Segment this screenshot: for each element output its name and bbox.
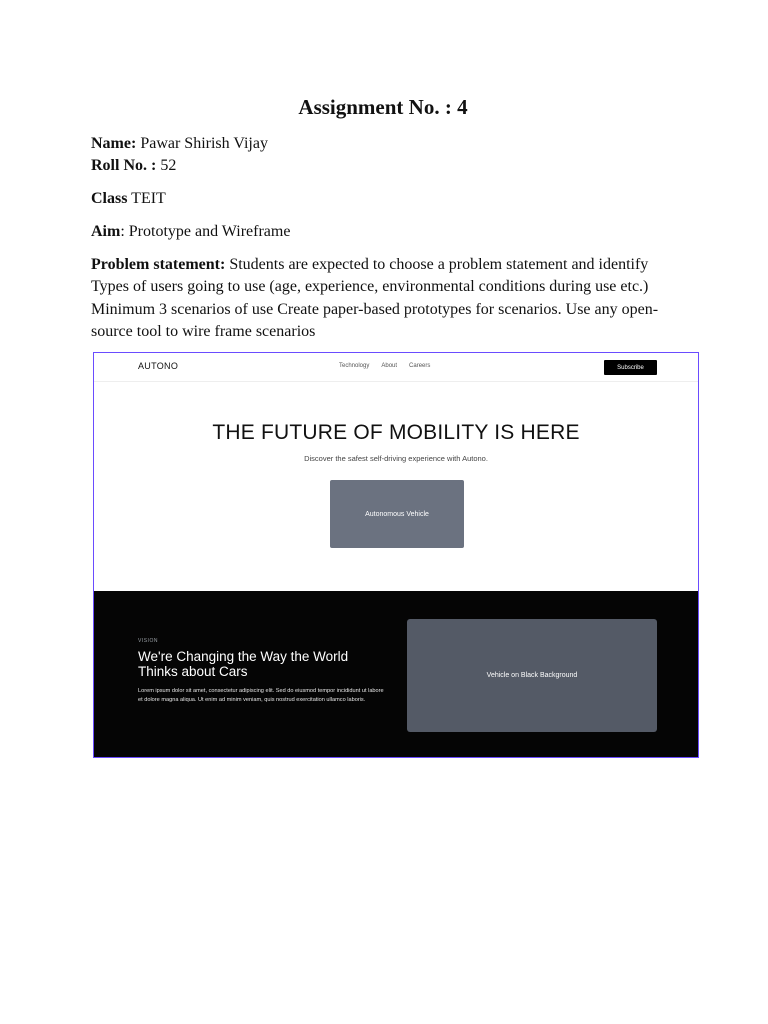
name-label: Name: <box>91 135 137 152</box>
nav-link-careers[interactable]: Careers <box>409 363 431 369</box>
name-value: Pawar Shirish Vijay <box>136 135 268 152</box>
assignment-title: Assignment No. : 4 <box>298 95 468 119</box>
hero-title: THE FUTURE OF MOBILITY IS HERE <box>212 421 580 444</box>
vision-title: We're Changing the Way the World Thinks about Cars <box>138 649 349 679</box>
roll-line <box>91 155 176 177</box>
vehicle-image-placeholder <box>407 619 657 732</box>
class-label: Class <box>91 190 128 207</box>
nav-links <box>339 363 430 369</box>
wireframe-navbar <box>94 353 698 382</box>
class-value: TEIT <box>127 190 166 207</box>
aim-value: : Prototype and Wireframe <box>120 223 291 240</box>
aim-line <box>91 221 290 243</box>
hero-image-placeholder <box>330 480 464 548</box>
vision-section <box>94 591 698 758</box>
vision-body: Lorem ipsum dolor sit amet, consectetur adipiscing elit. Sed do eiusmod tempor incididunt ut labore et dolore magna aliqua. Ut enim ad minim veniam, quis nostrud exercitation ullamco laboris. <box>138 688 384 703</box>
class-line <box>91 188 166 210</box>
nav-link-technology[interactable]: Technology <box>339 363 370 369</box>
hero-subtitle: Discover the safest self-driving experience with Autono. <box>304 454 488 463</box>
roll-value: 52 <box>156 157 177 174</box>
problem-statement <box>91 254 671 343</box>
subscribe-button[interactable]: Subscribe <box>604 360 657 375</box>
aim-label: Aim <box>91 223 121 240</box>
vision-kicker: VISION <box>138 638 158 644</box>
problem-value: Students are expected to choose a problem statement and identify Types of users going to use (age, experience, environmental conditions during use etc.) Minimum 3 scenarios of use Create paper-based prototypes for scenarios. Use any open-source tool to wire frame scenarios <box>91 256 659 340</box>
hero-image-label: Autonomous Vehicle <box>365 510 429 518</box>
name-line <box>91 133 268 155</box>
nav-link-about[interactable]: About <box>381 363 398 369</box>
problem-label: Problem statement: <box>91 256 226 273</box>
wireframe-screenshot <box>93 352 699 758</box>
roll-label: Roll No. : <box>91 157 157 174</box>
vehicle-image-label: Vehicle on Black Background <box>486 672 578 679</box>
brand-logo: AUTONO <box>138 361 179 371</box>
